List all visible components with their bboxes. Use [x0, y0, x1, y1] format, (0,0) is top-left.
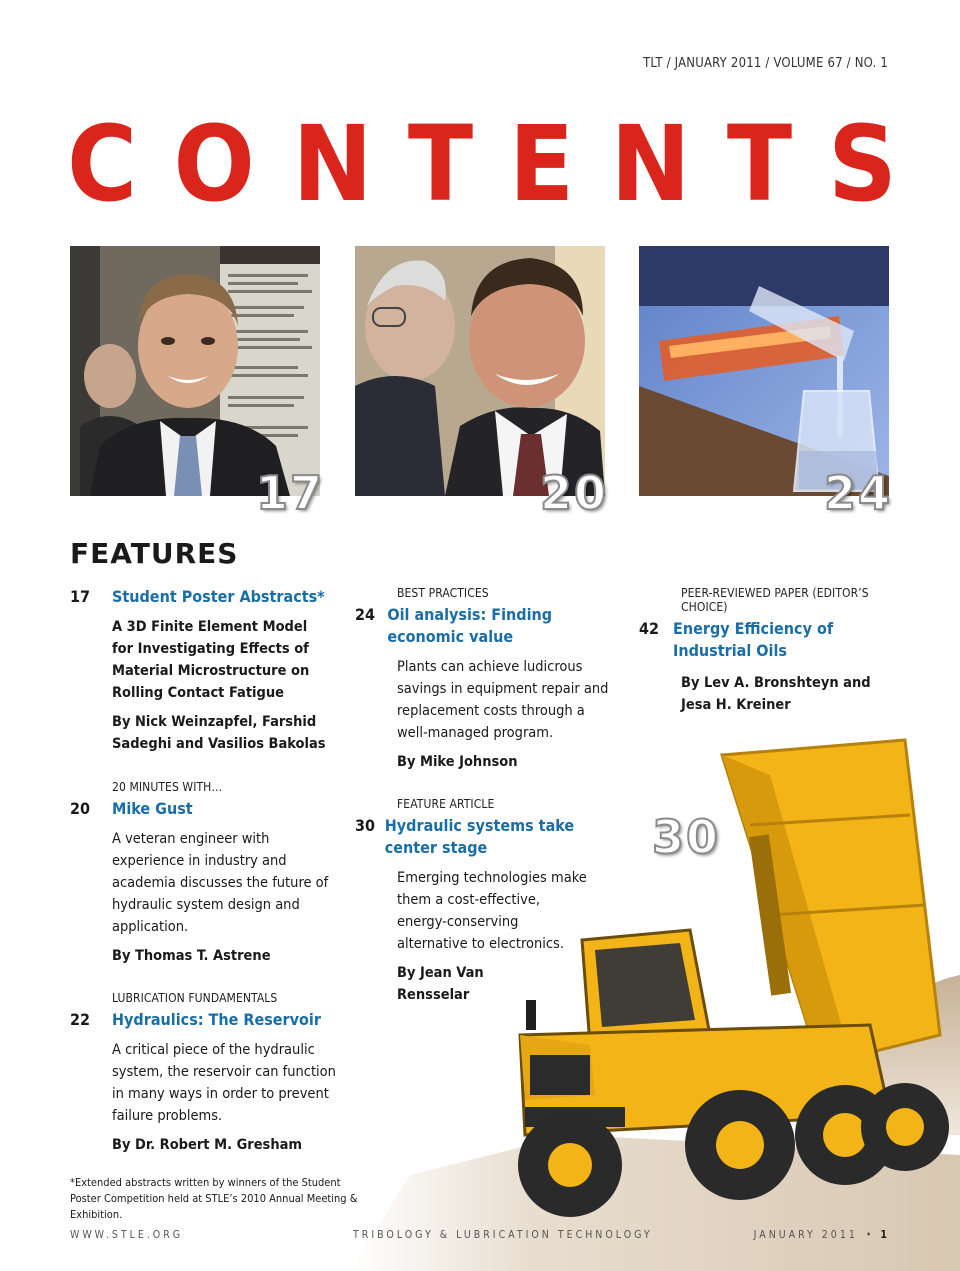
- article-subtitle: A 3D Finite Element Model for Investigating Effects of Material Microstructure on Rolling Contact Fatigue: [112, 619, 310, 701]
- title-letter: T: [408, 103, 474, 225]
- article-oil-analysis[interactable]: [355, 586, 615, 773]
- article-description: A veteran engineer with experience in industry and academia discusses the future of hydraulic system design and application.: [112, 831, 329, 935]
- article-title[interactable]: Student Poster Abstracts*: [112, 587, 325, 606]
- footer-page-number: 1: [880, 1229, 890, 1241]
- article-title[interactable]: Mike Gust: [112, 799, 193, 818]
- issue-line: TLT / JANUARY 2011 / VOLUME 67 / NO. 1: [643, 56, 888, 71]
- title-letter: N: [292, 103, 373, 225]
- title-letter: O: [173, 103, 256, 225]
- article-description: A critical piece of the hydraulic system, the reservoir can function in many ways in order to prevent failure problems.: [112, 1042, 336, 1124]
- article-page-number: 22: [70, 1010, 91, 1029]
- title-letter: N: [610, 103, 691, 225]
- article-kicker: PEER-REVIEWED PAPER (EDITOR’S CHOICE): [681, 586, 869, 614]
- article-kicker: BEST PRACTICES: [397, 586, 489, 600]
- article-byline: By Lev A. Bronshteyn and Jesa H. Kreiner: [681, 675, 871, 713]
- article-kicker: LUBRICATION FUNDAMENTALS: [112, 991, 278, 1005]
- title-letter: T: [727, 103, 793, 225]
- contents-title: [64, 103, 900, 225]
- article-page-number: 20: [70, 799, 91, 818]
- article-title[interactable]: Hydraulic systems take center stage: [384, 816, 575, 857]
- article-page-number: 17: [70, 587, 91, 606]
- article-energy-efficiency[interactable]: [639, 586, 899, 716]
- footer-date-page: [754, 1229, 890, 1241]
- footer-url[interactable]: WWW.STLE.ORG: [70, 1229, 184, 1241]
- article-byline: By Dr. Robert M. Gresham: [112, 1137, 303, 1153]
- article-description: Emerging technologies make them a cost-effective, energy-conserving alternative to electronics.: [397, 870, 587, 952]
- article-byline: By Jean Van Rensselar: [397, 965, 484, 1003]
- article-page-number: 42: [639, 619, 660, 638]
- footer-magazine-name: TRIBOLOGY & LUBRICATION TECHNOLOGY: [353, 1229, 653, 1241]
- article-byline: By Thomas T. Astrene: [112, 948, 271, 964]
- article-description: Plants can achieve ludicrous savings in equipment repair and replacement costs through a well-managed program.: [397, 659, 609, 741]
- photo-page-number: 17: [256, 466, 325, 520]
- article-reservoir[interactable]: [70, 991, 340, 1156]
- footer-date: JANUARY 2011: [753, 1229, 858, 1241]
- article-student-poster[interactable]: [70, 586, 330, 755]
- article-page-number: 30: [355, 816, 376, 835]
- bullet-icon: •: [865, 1229, 875, 1241]
- title-letter: E: [509, 103, 575, 225]
- article-title[interactable]: Energy Efficiency of Industrial Oils: [673, 619, 834, 660]
- article-kicker: FEATURE ARTICLE: [397, 797, 495, 811]
- feature-photo-lab[interactable]: [639, 246, 889, 496]
- article-title[interactable]: Hydraulics: The Reservoir: [112, 1010, 321, 1029]
- article-byline: By Mike Johnson: [397, 754, 518, 770]
- title-letter: C: [67, 103, 138, 225]
- article-title[interactable]: Oil analysis: Finding economic value: [387, 605, 553, 646]
- feature-photo-poster[interactable]: [70, 246, 320, 496]
- truck-page-number: 30: [652, 810, 721, 864]
- features-heading: FEATURES: [70, 537, 239, 570]
- article-byline: By Nick Weinzapfel, Farshid Sadeghi and Vasilios Bakolas: [112, 714, 326, 752]
- photo-page-number: 20: [540, 466, 609, 520]
- feature-photo-interview[interactable]: [355, 246, 605, 496]
- article-mike-gust[interactable]: [70, 780, 330, 967]
- photo-page-number: 24: [824, 466, 893, 520]
- article-hydraulic-systems[interactable]: [355, 797, 595, 1006]
- article-kicker: 20 MINUTES WITH…: [112, 780, 223, 794]
- title-letter: S: [828, 103, 897, 225]
- footnote: *Extended abstracts written by winners of the Student Poster Competition held at STLE’s 2010 Annual Meeting & Exhibition.: [70, 1176, 358, 1221]
- article-page-number: 24: [355, 605, 376, 624]
